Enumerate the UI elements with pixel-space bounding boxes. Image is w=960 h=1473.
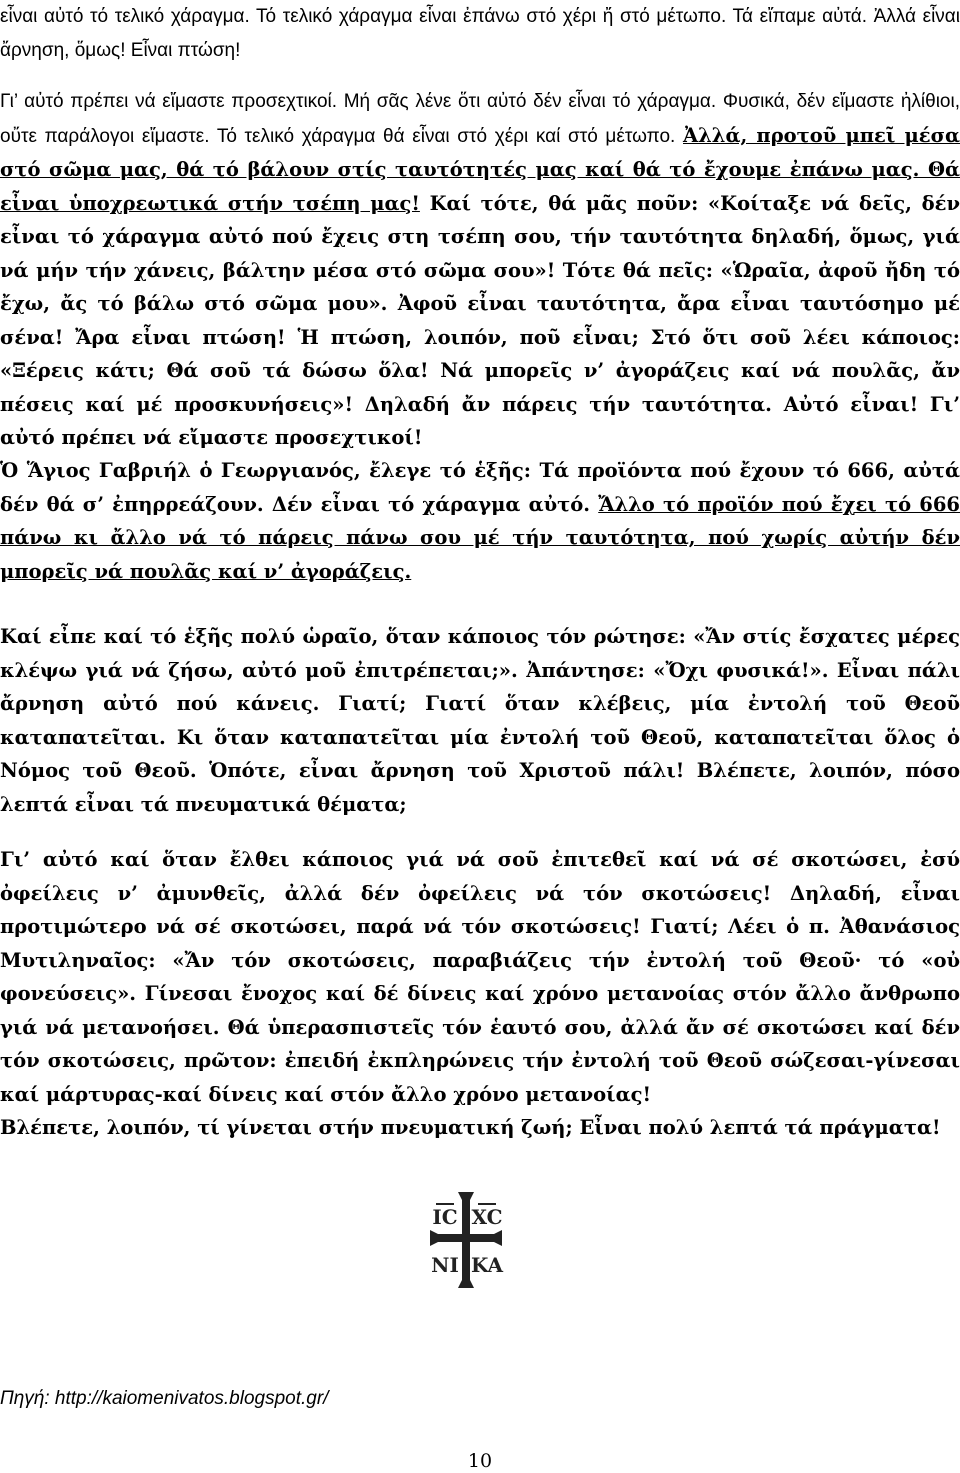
paragraph-3-bold: Ὁ Ἅγιος Γαβριήλ ὁ Γεωργιανός, ἔλεγε τό ἑξῆς: Τά προϊόντα πού ἔχουν τό 666, αὐτά δέν θά σ’ ἐπηρρεάζουν. Δέν εἶναι τό χάραγμα αὐτό.	[0, 459, 960, 516]
paragraph-5-closing: Βλέπετε, λοιπόν, τί γίνεται στήν πνευματική ζωή; Εἶναι πολύ λεπτά τά πράγματα!	[0, 1116, 941, 1139]
paragraph-2-underlined: Ἀλλά, προτοῦ μπεῖ μέσα στό σῶμα μας, θά τό βάλουν στίς ταυτότητές μας καί θά τό ἔχουμε ἐπάνω μας. Θά εἶναι ὑποχρεωτικά στήν τσέπη μας!	[0, 123, 960, 215]
paragraph-4-text: Καί εἶπε καί τό ἑξῆς πολύ ὡραῖο, ὅταν κάποιος τόν ρώτησε: «Ἄν στίς ἔσχατες μέρες κλέψω γιά νά ζήσω, αὐτό μοῦ ἐπιτρέπεται;». Ἀπάντησε: «Ὄχι φυσικά!». Εἶναι πάλι ἄρνηση αὐτό πού κάνεις. Γιατί; Γιατί ὅταν κλέβεις, μία ἐντολή τοῦ Θεοῦ καταπατεῖται. Κι ὅταν καταπατεῖται μία ἐντολή τοῦ Θεοῦ, καταπατεῖται ὅλος ὁ Νόμος τοῦ Θεοῦ. Ὁπότε, εἶναι ἄρνηση τοῦ Χριστοῦ πάλι! Βλέπετε, λοιπόν, πόσο λεπτά εἶναι τά πνευματικά θέματα;	[0, 625, 960, 816]
source-link[interactable]: Πηγή: http://kaiomenivatos.blogspot.gr/	[0, 1388, 329, 1409]
page-number: 10	[467, 1450, 493, 1472]
paragraph-2-bold: Καί τότε, θά μᾶς ποῦν: «Κοίταξε νά δεῖς, δέν εἶναι τό χάραγμα αὐτό πού ἔχεις στη τσέπη σου, τήν ταυτότητα δηλαδή, ὅμως, γιά νά μήν τήν χάνεις, βάλτην μέσα στό σῶμα σου»! Τότε θά πεῖς: «Ὡραῖα, ἀφοῦ ἤδη τό ἔχω, ἄς τό βάλω στό σῶμα μου». Ἀφοῦ εἶναι ταυτότητα, ἄρα εἶναι ταυτόσημο μέ σένα! Ἄρα εἶναι πτώση! Ἡ πτώση, λοιπόν, ποῦ εἶναι; Στό ὅτι σοῦ λέει κάποιος: «Ξέρεις κάτι; Θά σοῦ τά δώσω ὅλα! Νά μπορεῖς ν’ ἀγοράζεις καί νά πουλᾶς, ἄν πέσεις καί μέ προσκυνήσεις»! Δηλαδή ἄν πάρεις τήν ταυτότητα. Αὐτό εἶναι! Γι’ αὐτό πρέπει νά εἴμαστε προσεχτικοί!	[0, 191, 960, 449]
paragraph-1-text: εἶναι αὐτό τό τελικό χάραγμα. Τό τελικό χάραγμα εἶναι ἐπάνω στό χέρι ἤ στό μέτωπο. Τά εἴπαμε αὐτά. Ἀλλά εἶναι ἄρνηση, ὅμως! Εἶναι πτώση!	[0, 6, 960, 61]
paragraph-4	[0, 620, 960, 821]
paragraph-2	[0, 84, 960, 455]
logo-ni: NI	[431, 1253, 459, 1277]
logo-ka: KA	[470, 1253, 504, 1277]
paragraph-3-underlined: Ἄλλο τό προϊόν πού ἔχει τό 666 πάνω κι ἄλλο νά τό πάρεις πάνω σου μέ τήν ταυτότητα, πού χωρίς αὐτήν δέν μπορεῖς νά πουλᾶς καί ν’ ἀγοράζεις.	[0, 492, 960, 583]
paragraph-5	[0, 843, 960, 1145]
paragraph-2-intro: Γι’ αὐτό πρέπει νά εἴμαστε προσεχτικοί. Μή σᾶς λένε ὅτι αὐτό δέν εἶναι τό χάραγμα. Φυσικά, δέν εἴμαστε ἠλίθιοι, οὔτε παράλογοι εἴμαστε. Τό τελικό χάραγμα θά εἶναι στό χέρι καί στό μέτωπο.	[0, 91, 960, 147]
paragraph-3	[0, 454, 960, 588]
logo-ic: IC	[432, 1205, 458, 1229]
ic-xc-nika-cross-icon	[428, 1190, 504, 1290]
logo-xc: XC	[471, 1205, 503, 1229]
paragraph-1	[0, 0, 960, 67]
paragraph-5-text: Γι’ αὐτό καί ὅταν ἔλθει κάποιος γιά νά σοῦ ἐπιτεθεῖ καί νά σέ σκοτώσει, ἐσύ ὀφείλεις ν’ ἀμυνθεῖς, ἀλλά δέν ὀφείλεις νά τόν σκοτώσεις! Δηλαδή, εἶναι προτιμώτερο νά σέ σκοτώσει, παρά νά τόν σκοτώσεις! Γιατί; Λέει ὁ π. Ἀθανάσιος Μυτιληναῖος: «Ἄν τόν σκοτώσεις, παραβιάζεις τήν ἐντολή τοῦ Θεοῦ· τό «οὐ φονεύσεις». Γίνεσαι ἔνοχος καί δέ δίνεις καί χρόνο μετανοίας στόν ἄλλο ἄνθρωπο γιά νά μετανοήσει. Θά ὑπερασπιστεῖς τόν ἑαυτό σου, ἀλλά ἄν σέ σκοτώσει καί δέν τόν σκοτώσεις, πρῶτον: ἐπειδή ἐκπληρώνεις τήν ἐντολή τοῦ Θεοῦ σώζεσαι-γίνεσαι καί μάρτυρας-καί δίνεις καί στόν ἄλλο χρόνο μετανοίας!	[0, 848, 960, 1106]
